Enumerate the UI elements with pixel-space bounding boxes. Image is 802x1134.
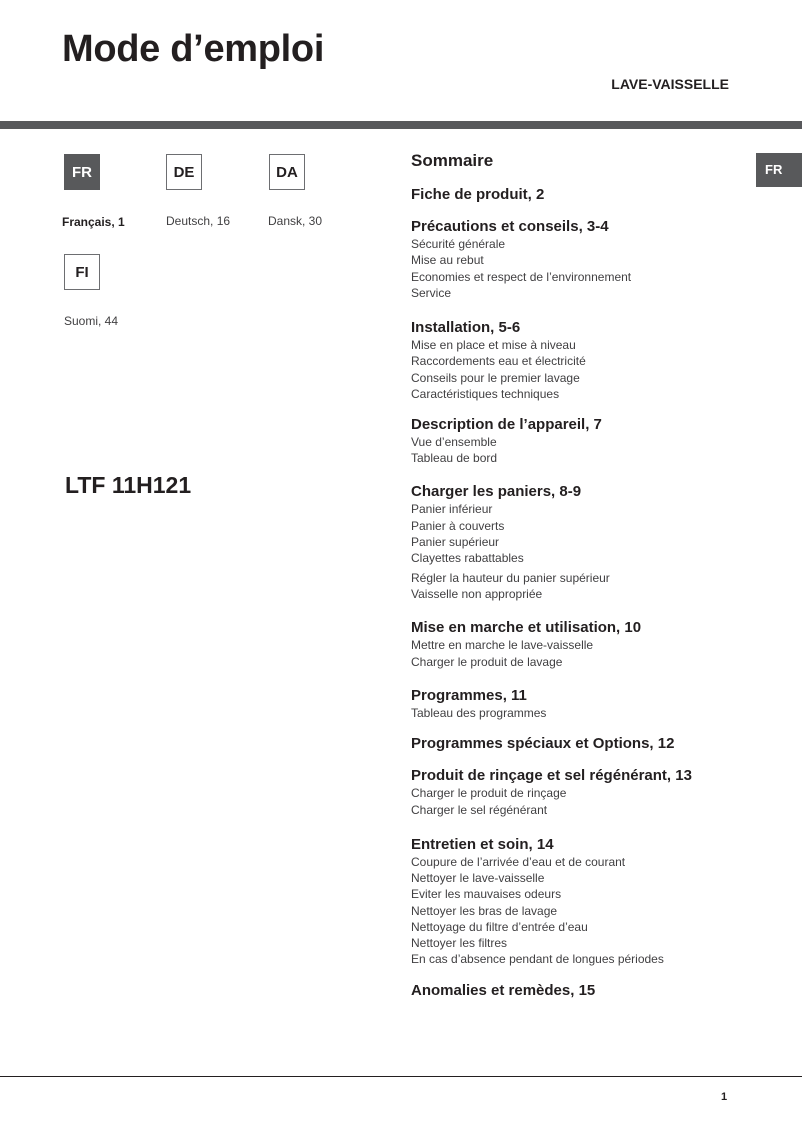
toc-item[interactable]: Vaisselle non appropriée xyxy=(411,587,543,601)
language-label-da[interactable]: Dansk, 30 xyxy=(268,214,323,228)
toc-item[interactable]: Vue d’ensemble xyxy=(411,435,497,449)
toc-item[interactable]: Nettoyer les filtres xyxy=(411,936,508,950)
toc-item[interactable]: Sécurité générale xyxy=(411,237,506,251)
toc-item[interactable]: Clayettes rabattables xyxy=(411,551,524,565)
toc-section-title[interactable]: Précautions et conseils, 3-4 xyxy=(411,218,609,235)
toc-item[interactable]: Tableau de bord xyxy=(411,451,498,465)
toc-item[interactable]: Charger le produit de lavage xyxy=(411,655,563,669)
toc-item[interactable]: Conseils pour le premier lavage xyxy=(411,371,580,385)
language-box-de[interactable]: DE xyxy=(166,154,202,190)
toc-section-title[interactable]: Installation, 5-6 xyxy=(411,319,521,336)
language-box-fr[interactable]: FR xyxy=(64,154,100,190)
model-number: LTF 11H121 xyxy=(65,472,192,498)
toc-item[interactable]: Eviter les mauvaises odeurs xyxy=(411,887,562,901)
language-box-da[interactable]: DA xyxy=(269,154,305,190)
toc-section-title[interactable]: Charger les paniers, 8-9 xyxy=(411,483,582,500)
toc-item[interactable]: Mise au rebut xyxy=(411,253,484,267)
toc-item[interactable]: Mise en place et mise à niveau xyxy=(411,338,576,352)
toc-item[interactable]: Nettoyer le lave-vaisselle xyxy=(411,871,545,885)
language-label-de[interactable]: Deutsch, 16 xyxy=(166,214,231,228)
language-label-fi[interactable]: Suomi, 44 xyxy=(64,314,119,328)
toc-item[interactable]: Economies et respect de l’environnement xyxy=(411,270,632,284)
page-number: 1 xyxy=(721,1091,728,1103)
toc-section-title[interactable]: Programmes, 11 xyxy=(411,687,527,704)
language-side-tab: FR xyxy=(756,153,802,187)
toc-item[interactable]: Charger le sel régénérant xyxy=(411,803,548,817)
toc-section-title[interactable]: Produit de rinçage et sel régénérant, 13 xyxy=(411,767,692,784)
toc-item[interactable]: Nettoyage du filtre d’entrée d’eau xyxy=(411,920,588,934)
toc-heading: Sommaire xyxy=(411,151,494,170)
toc-item[interactable]: Mettre en marche le lave-vaisselle xyxy=(411,638,594,652)
toc-item[interactable]: Régler la hauteur du panier supérieur xyxy=(411,571,610,585)
toc-section-title[interactable]: Programmes spéciaux et Options, 12 xyxy=(411,735,675,752)
toc-item[interactable]: Caractéristiques techniques xyxy=(411,387,560,401)
toc-item[interactable]: Charger le produit de rinçage xyxy=(411,786,567,800)
toc-item[interactable]: Tableau des programmes xyxy=(411,706,547,720)
footer-divider xyxy=(0,1076,802,1077)
language-box-fi[interactable]: FI xyxy=(64,254,100,290)
header-divider xyxy=(0,121,802,129)
toc-item[interactable]: Panier supérieur xyxy=(411,535,500,549)
toc-section-title[interactable]: Anomalies et remèdes, 15 xyxy=(411,982,596,999)
toc-item[interactable]: En cas d’absence pendant de longues périodes xyxy=(411,952,664,966)
toc-section-title[interactable]: Description de l’appareil, 7 xyxy=(411,416,602,433)
toc-item[interactable]: Nettoyer les bras de lavage xyxy=(411,904,558,918)
toc-item[interactable]: Raccordements eau et électricité xyxy=(411,354,586,368)
toc-item[interactable]: Panier inférieur xyxy=(411,502,493,516)
toc-section-title[interactable]: Mise en marche et utilisation, 10 xyxy=(411,619,642,636)
toc-item[interactable]: Panier à couverts xyxy=(411,519,505,533)
toc-item[interactable]: Coupure de l’arrivée d’eau et de courant xyxy=(411,855,626,869)
product-type: LAVE-VAISSELLE xyxy=(611,76,729,92)
toc-section-title[interactable]: Fiche de produit, 2 xyxy=(411,186,545,203)
toc-section-title[interactable]: Entretien et soin, 14 xyxy=(411,836,554,853)
page-title: Mode d’emploi xyxy=(62,28,325,70)
language-label-fr[interactable]: Français, 1 xyxy=(62,215,125,229)
toc-item[interactable]: Service xyxy=(411,286,452,300)
